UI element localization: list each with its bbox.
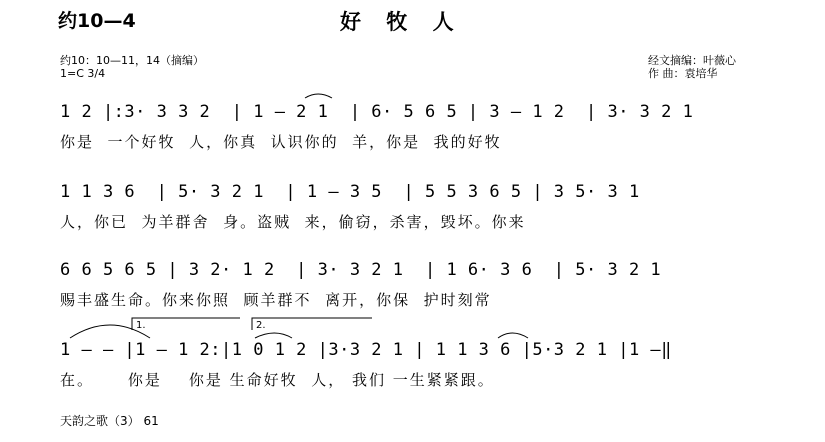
lyrics-line-3: 赐丰盛生命。你来你照 顾羊群不 离开，你保 护时刻常 bbox=[60, 291, 492, 309]
slur-arc bbox=[498, 333, 528, 338]
slur-arc bbox=[305, 94, 332, 98]
lyrics-line-2: 人，你已 为羊群舍 身。盗贼 来，偷窃，杀害，毁坏。你来 bbox=[60, 213, 526, 231]
lyricist-credit: 经文摘编：叶薇心 bbox=[648, 54, 736, 67]
lyrics-line-1: 你是 一个好牧 人，你真 认识你的 羊，你是 我的好牧 bbox=[60, 133, 502, 151]
lyrics-line-4: 在。 你是 你是 生命好牧 人， 我们 一生紧紧跟。 bbox=[60, 371, 495, 389]
volta-bracket-1 bbox=[132, 318, 240, 330]
scripture-source: 约10：10—11，14（摘编） bbox=[60, 54, 204, 67]
song-title: 好 牧 人 bbox=[340, 10, 463, 34]
volta-label-2: 2. bbox=[256, 320, 266, 331]
composer-credit: 作 曲：袁培华 bbox=[648, 67, 718, 80]
volta-bracket-2 bbox=[252, 318, 372, 330]
notation-line-1: 1 2 |:3· 3 3 2 | 1 – 2 1 | 6· 5 6 5 | 3 – 1 2 | 3· 3 2 1 bbox=[60, 102, 694, 122]
slur-arc bbox=[255, 333, 292, 338]
notation-line-2: 1 1 3 6 | 5· 3 2 1 | 1 – 3 5 | 5 5 3 6 5 | 3 5· 3 1 bbox=[60, 182, 640, 202]
volta-label-1: 1. bbox=[136, 320, 146, 331]
page-footer: 天韵之歌（3） 61 bbox=[60, 414, 159, 428]
hymn-code: 约10—4 bbox=[58, 10, 136, 32]
notation-line-4: 1 – – |1 – 1 2:|1 0 1 2 |3·3 2 1 | 1 1 3 6 |5·3 2 1 |1 –‖ bbox=[60, 340, 672, 360]
key-signature: 1=C 3/4 bbox=[60, 67, 106, 80]
notation-line-3: 6 6 5 6 5 | 3 2· 1 2 | 3· 3 2 1 | 1 6· 3 6 | 5· 3 2 1 bbox=[60, 260, 662, 280]
